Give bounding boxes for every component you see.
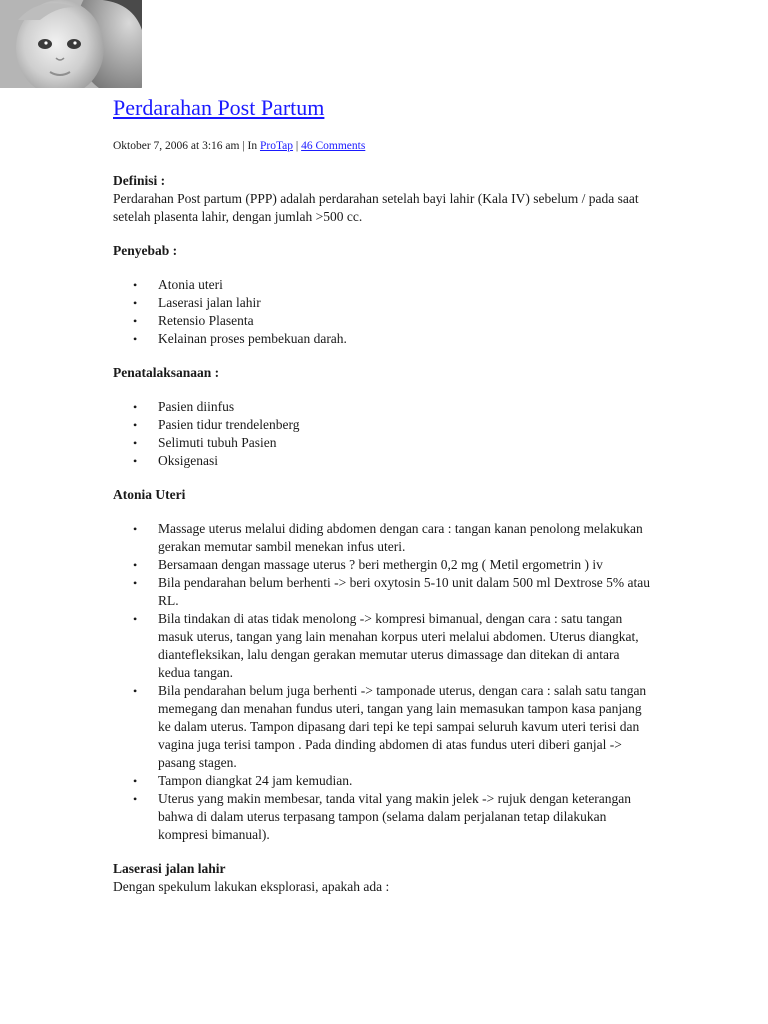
list-item: • Uterus yang makin membesar, tanda vital yang makin jelek -> rujuk dengan keterangan bahwa di dalam uterus terpasang tampon (selama dalam perjalanan tetap dilakukan kompresi bimanual). bbox=[113, 790, 653, 844]
post-date: Oktober 7, 2006 at 3:16 am | In bbox=[113, 140, 260, 152]
comments-link[interactable]: 46 Comments bbox=[301, 140, 366, 152]
list-item: • Atonia uteri bbox=[113, 276, 653, 294]
penatalaksanaan-heading: Penatalaksanaan : bbox=[113, 365, 220, 380]
list-item: • Oksigenasi bbox=[113, 452, 653, 470]
meta-separator: | bbox=[293, 140, 302, 152]
penyebab-heading: Penyebab : bbox=[113, 243, 178, 258]
list-item: • Laserasi jalan lahir bbox=[113, 294, 653, 312]
category-link[interactable]: ProTap bbox=[259, 140, 294, 152]
penyebab-list bbox=[113, 276, 653, 348]
list-item: • Tampon diangkat 24 jam kemudian. bbox=[113, 772, 653, 790]
list-item: • Bersamaan dengan massage uterus ? beri methergin 0,2 mg ( Metil ergometrin ) iv bbox=[113, 556, 653, 574]
list-item: • Pasien diinfus bbox=[113, 398, 653, 416]
list-item: • Kelainan proses pembekuan darah. bbox=[113, 330, 653, 348]
list-item: • Bila tindakan di atas tidak menolong -> kompresi bimanual, dengan cara : satu tangan masuk uterus, tangan yang lain menahan korpus uteri melalui abdomen. Uterus diangkat, diantefleksikan, lalu dengan gerakan memutar uterus dimassage dan ditekan di antara kedua tangan. bbox=[113, 610, 653, 682]
post-title-link[interactable]: Perdarahan Post Partum bbox=[113, 95, 325, 120]
header-photo bbox=[0, 0, 142, 88]
list-item: • Selimuti tubuh Pasien bbox=[113, 434, 653, 452]
post-content bbox=[113, 94, 653, 896]
list-item: • Massage uterus melalui diding abdomen dengan cara : tangan kanan penolong melakukan gerakan memutar sambil menekan infus uteri. bbox=[113, 520, 653, 556]
list-item: • Bila pendarahan belum juga berhenti -> tamponade uterus, dengan cara : salah satu tangan memegang dan menahan fundus uteri, tangan yang lain memasukan tampon kasa panjang ke dalam uterus. Tampon dipasang dari tepi ke tepi sampai seluruh kavum uteri terisi dan vagina juga terisi tampon . Pada dinding abdomen di atas fundus uteri diberi ganjal -> pasang stagen. bbox=[113, 682, 653, 772]
post-meta bbox=[113, 138, 653, 154]
laserasi-heading: Laserasi jalan lahir bbox=[113, 861, 226, 876]
laserasi-text: Dengan spekulum lakukan eksplorasi, apakah ada : bbox=[113, 879, 390, 894]
definisi-text: Perdarahan Post partum (PPP) adalah perdarahan setelah bayi lahir (Kala IV) sebelum / pada saat setelah plasenta lahir, dengan jumlah >500 cc. bbox=[113, 191, 639, 224]
atonia-heading: Atonia Uteri bbox=[113, 487, 186, 502]
penatalaksanaan-list bbox=[113, 398, 653, 470]
list-item: • Bila pendarahan belum berhenti -> beri oxytosin 5-10 unit dalam 500 ml Dextrose 5% atau RL. bbox=[113, 574, 653, 610]
list-item: • Pasien tidur trendelenberg bbox=[113, 416, 653, 434]
list-item: • Retensio Plasenta bbox=[113, 312, 653, 330]
definisi-heading: Definisi : bbox=[113, 173, 166, 188]
atonia-list bbox=[113, 520, 653, 844]
mother-baby-photo bbox=[0, 0, 142, 88]
